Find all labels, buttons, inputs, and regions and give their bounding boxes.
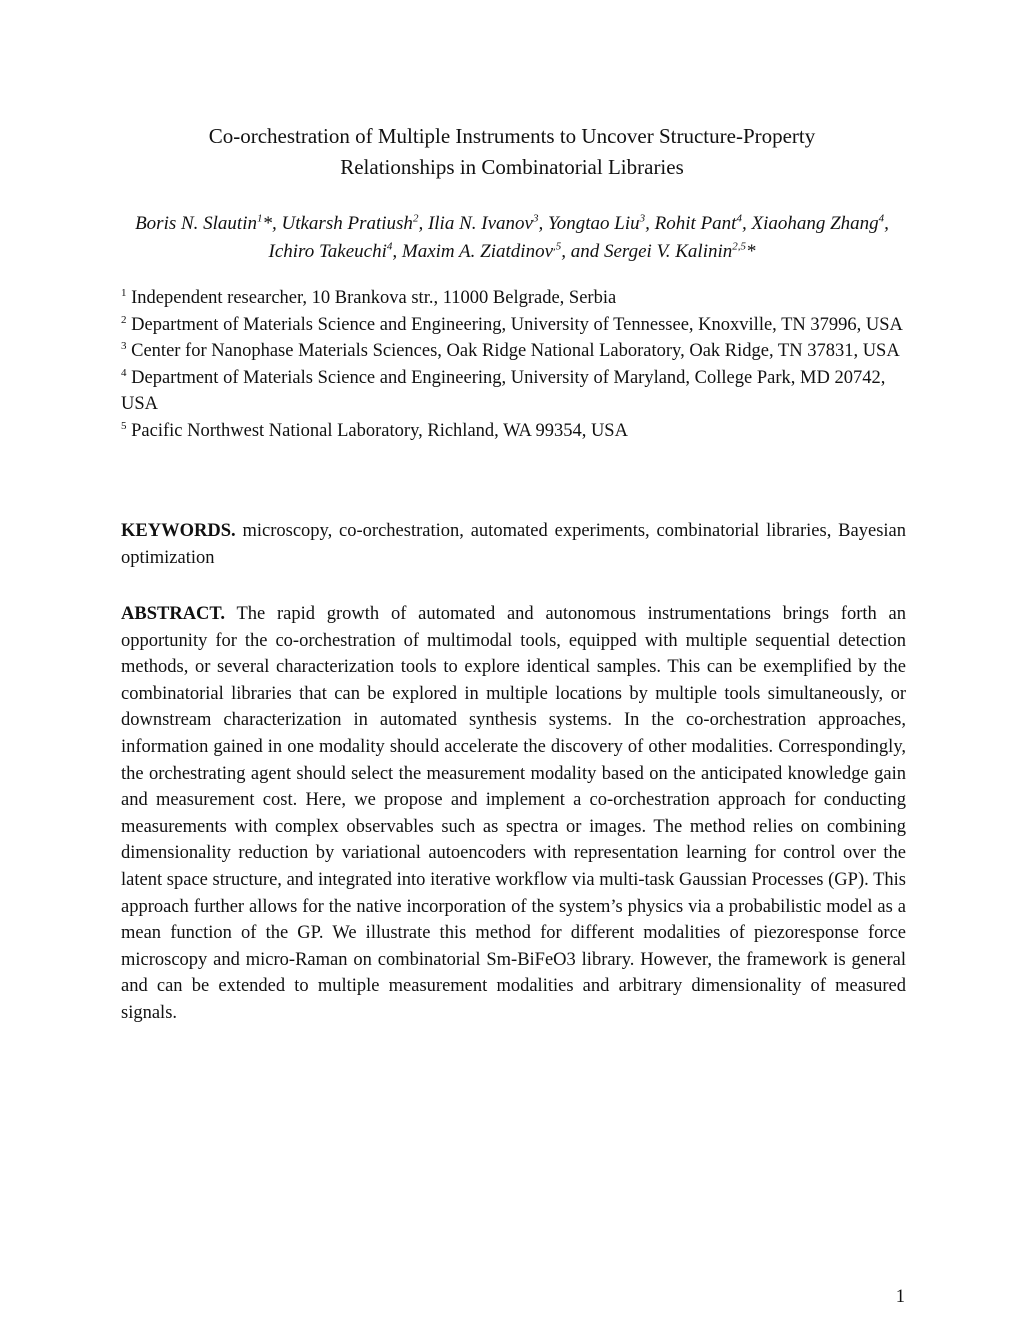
author: Rohit Pant$^4$, xyxy=(654,212,752,234)
affiliation-list xyxy=(121,285,906,444)
abstract-text: The rapid growth of automated and autonomous instrumentations brings forth an opportunity for the co-orchestration of multimodal tools, equipped with multiple sequential detection methods, or several characterization tools to explore identical samples. This can be exemplified by the combinatorial libraries that can be explored in multiple locations by multiple tools simultaneously, or downstream characterization in automated synthesis systems. In the co-orchestration approaches, information gained in one modality should accelerate the discovery of other modalities. Correspondingly, the orchestrating agent should select the measurement modality based on the anticipated knowledge gain and measurement cost. Here, we propose and implement a co-orchestration approach for conducting measurements with complex observables such as spectra or images. The method relies on combining dimensionality reduction by variational autoencoders with representation learning for control over the latent space structure, and integrated into iterative workflow via multi-task Gaussian Processes (GP). This approach further allows for the native incorporation of the system’s physics via a probabilistic model as a mean function of the GP. We illustrate this method for different modalities of piezoresponse force microscopy and micro-Raman on combinatorial Sm-BiFeO3 library. However, the framework is general and can be extended to multiple measurement modalities and arbitrary dimensionality of measured signals. xyxy=(121,604,906,1023)
keywords-text: microscopy, co-orchestration, automated experiments, combinatorial libraries, Bayesian optimization xyxy=(121,521,906,568)
keywords-section xyxy=(121,518,906,571)
title-line-1: Co-orchestration of Multiple Instruments to Uncover Structure-Property xyxy=(208,124,816,148)
affiliation: $^2$ Department of Materials Science and Engineering, University of Tennessee, Knoxville, TN 37996, USA xyxy=(121,313,903,335)
page-number: 1 xyxy=(895,1287,905,1307)
abstract-label: ABSTRACT. xyxy=(121,604,225,624)
author: Ichiro Takeuchi$^4$, xyxy=(268,240,402,262)
keywords-label: KEYWORDS. xyxy=(121,521,236,541)
affiliation: $^5$ Pacific Northwest National Laboratory, Richland, WA 99354, USA xyxy=(121,419,628,441)
author: Xiaohang Zhang$^4$, xyxy=(751,212,889,234)
author: Yongtao Liu$^3$, xyxy=(547,212,655,234)
affiliation: $^3$ Center for Nanophase Materials Sciences, Oak Ridge National Laboratory, Oak Ridge, TN 37831, USA xyxy=(121,339,900,361)
abstract-section xyxy=(121,601,906,1027)
author-list xyxy=(110,210,914,266)
affiliation: $^4$ Department of Materials Science and Engineering, University of Maryland, College Park, MD 20742, USA xyxy=(121,366,886,414)
paper-title xyxy=(100,121,924,183)
affiliation: $^1$ Independent researcher, 10 Brankova str., 11000 Belgrade, Serbia xyxy=(121,286,617,308)
author: Ilia N. Ivanov$^3$, xyxy=(427,212,548,234)
author: Utkarsh Pratiush$^2$, xyxy=(281,212,428,234)
author: Boris N. Slautin$^1$*, xyxy=(135,212,282,234)
author: Maxim A. Ziatdinov$^{,5}$, and xyxy=(401,240,604,262)
author: Sergei V. Kalinin$^{2,5}$* xyxy=(604,240,756,262)
title-line-2: Relationships in Combinatorial Libraries xyxy=(340,155,684,179)
